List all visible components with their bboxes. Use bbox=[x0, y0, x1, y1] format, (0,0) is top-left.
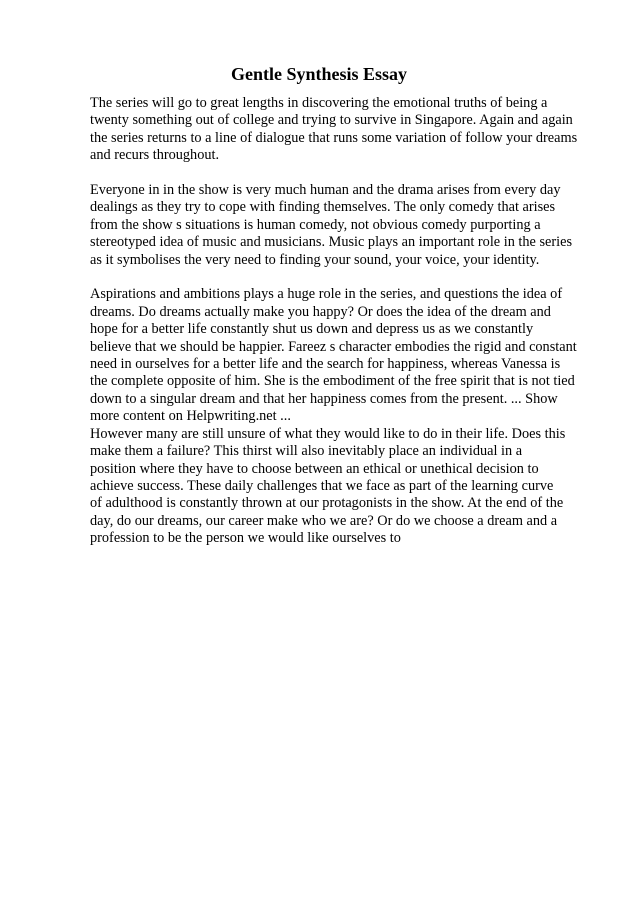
text-line: from the show s situations is human comedy, not obvious comedy purporting a bbox=[90, 216, 541, 233]
text-line: twenty something out of college and trying to survive in Singapore. Again and again bbox=[90, 112, 573, 129]
text-line: down to a singular dream and that her happiness comes from the present. ... Show bbox=[90, 390, 558, 407]
text-line: make them a failure? This thirst will also inevitably place an individual in a bbox=[90, 443, 523, 460]
text-line: need in ourselves for a better life and the search for happiness, whereas Vanessa is bbox=[90, 356, 561, 373]
text-line: However many are still unsure of what they would like to do in their life. Does this bbox=[90, 425, 566, 442]
text-line: position where they have to choose between an ethical or unethical decision to bbox=[90, 460, 539, 477]
paragraph-4 bbox=[90, 426, 590, 548]
text-line: day, do our dreams, our career make who we are? Or do we choose a dream and a bbox=[90, 512, 558, 529]
text-line: Everyone in in the show is very much human and the drama arises from every day bbox=[90, 182, 561, 199]
text-line: hope for a better life constantly shut us down and depress us as we constantly bbox=[90, 321, 534, 338]
text-line: The series will go to great lengths in discovering the emotional truths of being a bbox=[90, 95, 548, 111]
text-line: stereotyped idea of music and musicians. Music plays an important role in the series bbox=[90, 234, 573, 251]
text-line: believe that we should be happier. Fareez s character embodies the rigid and constant bbox=[90, 338, 577, 355]
paragraph-3 bbox=[90, 286, 590, 425]
text-line: of adulthood is constantly thrown at our protagonists in the show. At the end of the bbox=[90, 495, 564, 512]
text-line: achieve success. These daily challenges that we face as part of the learning curve bbox=[90, 477, 554, 494]
paragraph-2 bbox=[90, 182, 590, 269]
text-line: profession to be the person we would like ourselves to bbox=[90, 530, 401, 547]
text-line: more content on Helpwriting.net ... bbox=[90, 408, 291, 425]
document-body bbox=[90, 95, 590, 548]
text-line: dreams. Do dreams actually make you happy? Or does the idea of the dream and bbox=[90, 303, 551, 320]
text-line: the series returns to a line of dialogue that runs some variation of follow your dreams bbox=[90, 129, 578, 146]
paragraph-1 bbox=[90, 95, 590, 165]
text-line: as it symbolises the very need to finding your sound, your voice, your identity. bbox=[90, 251, 540, 268]
text-line: and recurs throughout. bbox=[90, 147, 220, 164]
text-line: Aspirations and ambitions plays a huge role in the series, and questions the idea of bbox=[90, 286, 563, 303]
document-title: Gentle Synthesis Essay bbox=[230, 64, 408, 84]
text-line: dealings as they try to cope with finding themselves. The only comedy that arises bbox=[90, 199, 556, 216]
text-line: the complete opposite of him. She is the embodiment of the free spirit that is not tied bbox=[90, 373, 575, 390]
